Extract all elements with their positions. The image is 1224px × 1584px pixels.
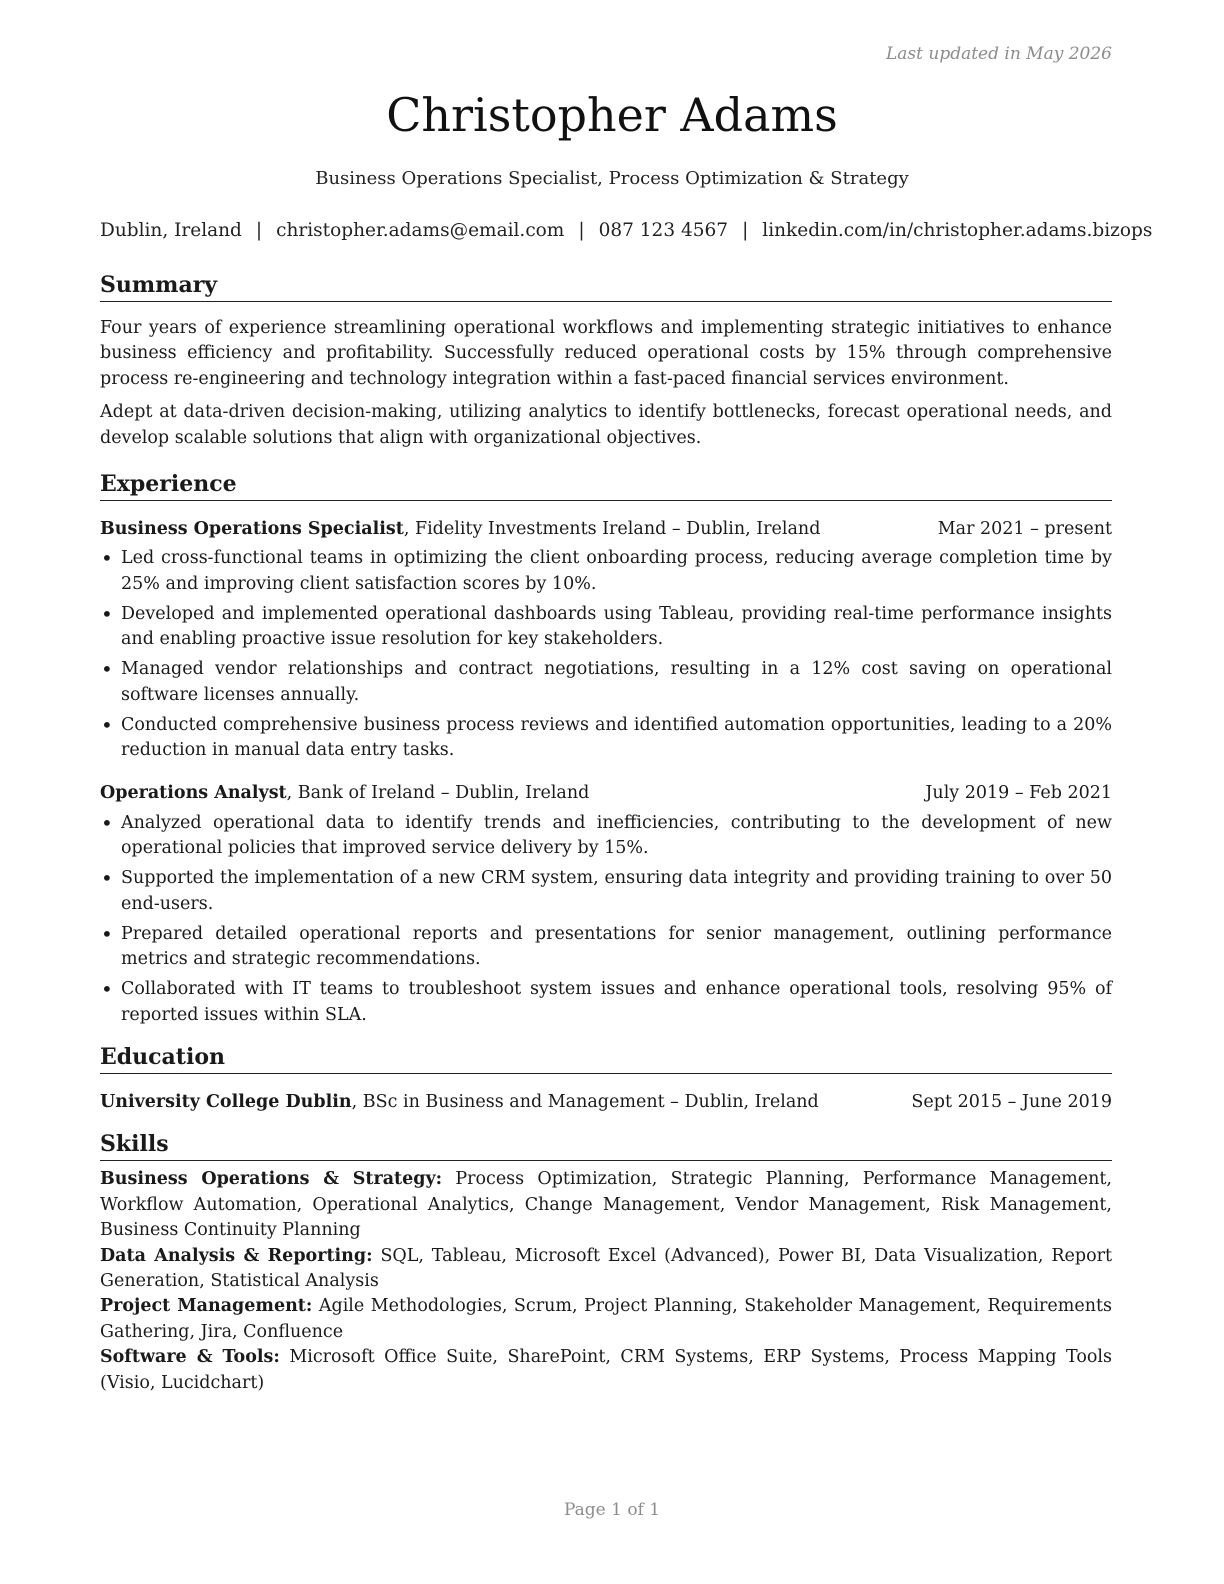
list-item: • Conducted comprehensive business process reviews and identified automation opportunities, leading to a 20% reduction in manual data entry tasks. (100, 713, 1112, 764)
job-role: Operations Analyst (100, 783, 287, 804)
job-dates: Mar 2021 – present (937, 519, 1112, 540)
list-item: • Developed and implemented operational dashboards using Tableau, providing real-time performance insights and enabling proactive issue resolution for key stakeholders. (100, 602, 1112, 653)
skill-label: Data Analysis & Reporting: (100, 1245, 373, 1266)
job-org: , Fidelity Investments Ireland – Dublin, Ireland (403, 519, 821, 540)
list-item: • Supported the implementation of a new CRM system, ensuring data integrity and providing training to over 50 end-users. (100, 866, 1112, 917)
last-updated-note: Last updated in May 2026 (885, 44, 1112, 64)
section-title-summary: Summary (100, 270, 1112, 302)
section-title-experience: Experience (100, 469, 1112, 501)
summary-paragraph: Four years of experience streamlining operational workflows and implementing strategic initiatives to enhance business efficiency and profitability. Successfully reduced operational costs by 15% through comprehensive process re-engineering and technology integration within a fast-paced financial services environment. (100, 318, 1112, 389)
skill-label: Business Operations & Strategy: (100, 1169, 443, 1190)
skills-section (100, 1129, 1112, 1396)
skill-row (100, 1244, 1112, 1295)
summary-section (100, 270, 1112, 469)
education-entry (100, 1090, 1112, 1115)
candidate-headline: Business Operations Specialist, Process Optimization & Strategy (315, 168, 909, 189)
education-dates: Sept 2015 – June 2019 (911, 1091, 1112, 1112)
skill-row (100, 1167, 1112, 1243)
skill-row (100, 1294, 1112, 1345)
job-entry (100, 781, 1112, 1027)
job-role-org (100, 517, 820, 542)
job-org: , Bank of Ireland – Dublin, Ireland (286, 783, 590, 804)
skills-body (100, 1161, 1112, 1396)
summary-paragraph: Adept at data-driven decision-making, utilizing analytics to identify bottlenecks, forecast operational needs, and develop scalable solutions that align with organizational objectives. (100, 402, 1112, 448)
contact-phone: 087 123 4567 (598, 220, 729, 241)
experience-section (100, 469, 1112, 1028)
section-title-education: Education (100, 1042, 1112, 1074)
list-item: • Prepared detailed operational reports and presentations for senior management, outlining performance metrics and strategic recommendations. (100, 922, 1112, 973)
section-title-skills: Skills (100, 1129, 1112, 1161)
skill-text: Agile Methodologies, Scrum, Project Planning, Stakeholder Management, Requirements Gathering, Jira, Confluence (100, 1296, 1112, 1342)
education-school-degree (100, 1090, 819, 1115)
education-degree: , BSc in Business and Management – Dublin, Ireland (351, 1091, 819, 1112)
contact-email[interactable]: christopher.adams@email.com (276, 220, 565, 241)
education-school: University College Dublin (100, 1091, 352, 1112)
contact-location: Dublin, Ireland (100, 220, 242, 241)
list-item: • Collaborated with IT teams to troubleshoot system issues and enhance operational tools, resolving 95% of reported issues within SLA. (100, 977, 1112, 1028)
contact-separator: | (742, 220, 749, 241)
contact-separator: | (578, 220, 585, 241)
job-role: Business Operations Specialist (100, 519, 404, 540)
list-item: • Managed vendor relationships and contract negotiations, resulting in a 12% cost saving on operational software licenses annually. (100, 657, 1112, 708)
job-heading (100, 781, 1112, 806)
list-item: • Analyzed operational data to identify trends and inefficiencies, contributing to the development of new operational policies that improved service delivery by 15%. (100, 811, 1112, 862)
contact-line (100, 220, 1153, 241)
job-entry (100, 517, 1112, 763)
list-item: • Led cross-functional teams in optimizing the client onboarding process, reducing average completion time by 25% and improving client satisfaction scores by 10%. (100, 546, 1112, 597)
job-heading (100, 517, 1112, 542)
job-dates: July 2019 – Feb 2021 (925, 783, 1112, 804)
candidate-name: Christopher Adams (386, 88, 838, 142)
skill-label: Project Management: (100, 1296, 313, 1317)
skill-text: SQL, Tableau, Microsoft Excel (Advanced), Power BI, Data Visualization, Report Generation, Statistical Analysis (100, 1245, 1113, 1291)
job-role-org (100, 781, 589, 806)
skill-row (100, 1345, 1112, 1396)
education-section (100, 1042, 1112, 1115)
job-bullets (100, 811, 1112, 1028)
skill-label: Software & Tools: (100, 1347, 280, 1368)
job-bullets (100, 546, 1112, 763)
skill-text: Process Optimization, Strategic Planning, Performance Management, Workflow Automation, Operational Analytics, Change Management, Vendor Management, Risk Management, Business Continuity Planning (100, 1169, 1112, 1241)
contact-linkedin[interactable]: linkedin.com/in/christopher.adams.bizops (762, 220, 1153, 241)
page-number: Page 1 of 1 (563, 1500, 661, 1520)
summary-body (100, 302, 1112, 469)
resume-content (100, 270, 1112, 1396)
skill-text: Microsoft Office Suite, SharePoint, CRM Systems, ERP Systems, Process Mapping Tools (Visio, Lucidchart) (100, 1347, 1112, 1393)
contact-separator: | (255, 220, 263, 241)
